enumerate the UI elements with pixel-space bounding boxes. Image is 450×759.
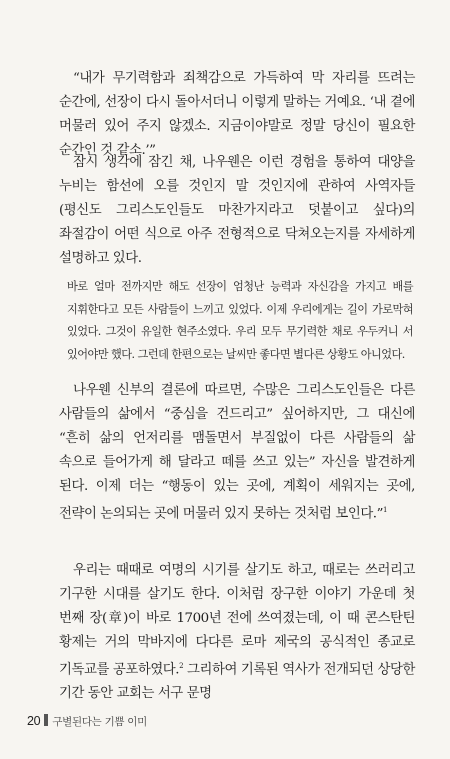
paragraph-captain-quote: “내가 무기력함과 죄책감으로 가득하여 막 자리를 뜨려는 순간에, 선장이 다시 돌아서더니 이렇게 말하는 거예요. ‘내 곁에 머물러 있어 주지 않겠소. 지금이야말로 정말 당신이 필요한 순간인 것 같소.’” (59, 71, 415, 158)
paragraph-nouwen-reflection: 잠시 생각에 잠긴 채, 나우웬은 이런 경험을 통하여 대양을 누비는 함선에 오를 것인지 말 것인지에 관하여 사역자들(평신도 그리스도인들도 마찬가지라고 덧붙이고 싶다)의 좌절감이 어떤 식으로 아주 전형적으로 닥쳐오는지를 자세하게 설명하고 있다. (59, 155, 415, 266)
paragraph-text-before: 우리는 때때로 여명의 시기를 살기도 하고, 때로는 쓰러리고 기구한 시대를 살기도 한다. 이처럼 장구한 이야기 가운데 첫 번째 장(章)이 바로 1700년 전에 쓰여졌는데, 이 때 콘스탄틴 황제는 거의 막바지에 다다른 로마 제국의 공식적인 종교로 기독교를 공포하였다. (59, 563, 415, 678)
page-footer (27, 714, 147, 729)
paragraph-text: 나우웬 신부의 결론에 따르면, 수많은 그리스도인들은 다른 사람들의 삶에서 “중심을 건드리고” 싶어하지만, 그 대신에 “흔히 삶의 언저리를 맴돌면서 부질없이 다른 사람들의 삶 속으로 들어가게 해 달라고 떼를 쓰고 있는” 자신을 발견하게 된다. 이제 더는 “행동이 있는 곳에, 계획이 세워지는 곳에, 전략이 논의되는 곳에 머물러 있지 못하는 것처럼 보인다.” (59, 383, 415, 521)
paragraph-text-after: 그리하여 기록된 역사가 전개되던 상당한 기간 동안 교회는 서구 문명 (59, 662, 415, 701)
page-number: 20 (27, 714, 41, 728)
footnote-marker: 2 (179, 661, 184, 670)
paragraph-history (59, 559, 415, 706)
running-title: 구별된다는 기쁨 이미 (52, 716, 147, 728)
footer-divider (44, 714, 48, 726)
block-quote: 바로 얼마 전까지만 해도 선장이 엄청난 능력과 자신감을 가지고 배를 지휘한다고 모든 사람들이 느끼고 있었다. 이제 우리에게는 길이 가로막혀 있었다. 그것이 유일한 현주소였다. 우리 모두 무기력한 채로 우두커니 서 있어야만 했다. 그런데 한편으로는 날씨만 좋다면 별다른 상황도 아니었다. (67, 280, 413, 361)
footnote-marker: 1 (383, 505, 388, 514)
paragraph-nouwen-conclusion (59, 379, 415, 526)
